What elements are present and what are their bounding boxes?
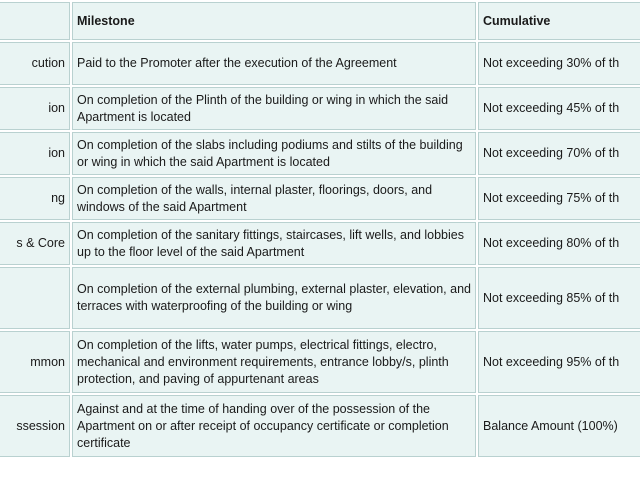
milestone-cell: Paid to the Promoter after the execution of the Agreement <box>72 42 476 85</box>
stage-cell: ng <box>0 177 70 220</box>
cumulative-cell: Not exceeding 75% of th <box>478 177 640 220</box>
stage-cell: mmon <box>0 331 70 393</box>
stage-cell: ssession <box>0 395 70 457</box>
cumulative-cell: Not exceeding 80% of th <box>478 222 640 265</box>
header-cumulative: Cumulative <box>478 2 640 40</box>
milestone-cell: On completion of the lifts, water pumps, electrical fittings, electro, mechanical and environment requirements, entrance lobby/s, plinth protection, and paving of appurtenant areas <box>72 331 476 393</box>
table-row <box>0 42 640 85</box>
cumulative-cell: Not exceeding 70% of th <box>478 132 640 175</box>
header-stage <box>0 2 70 40</box>
milestone-cell: On completion of the Plinth of the building or wing in which the said Apartment is located <box>72 87 476 130</box>
cumulative-cell: Not exceeding 45% of th <box>478 87 640 130</box>
header-milestone: Milestone <box>72 2 476 40</box>
stage-cell: ion <box>0 132 70 175</box>
cumulative-cell: Not exceeding 30% of th <box>478 42 640 85</box>
milestone-cell: Against and at the time of handing over of the possession of the Apartment on or after receipt of occupancy certificate or completion certificate <box>72 395 476 457</box>
table-row <box>0 222 640 265</box>
table-row <box>0 395 640 457</box>
milestone-cell: On completion of the sanitary fittings, staircases, lift wells, and lobbies up to the floor level of the said Apartment <box>72 222 476 265</box>
table-row <box>0 331 640 393</box>
milestone-cell: On completion of the external plumbing, external plaster, elevation, and terraces with waterproofing of the building or wing <box>72 267 476 329</box>
stage-cell: cution <box>0 42 70 85</box>
stage-cell <box>0 267 70 329</box>
table-row <box>0 132 640 175</box>
milestone-cell: On completion of the walls, internal plaster, floorings, doors, and windows of the said Apartment <box>72 177 476 220</box>
table-row <box>0 87 640 130</box>
cumulative-cell: Not exceeding 85% of th <box>478 267 640 329</box>
stage-cell: s & Core <box>0 222 70 265</box>
table-row <box>0 177 640 220</box>
table-row <box>0 267 640 329</box>
cumulative-cell: Balance Amount (100%) <box>478 395 640 457</box>
milestone-cell: On completion of the slabs including podiums and stilts of the building or wing in which the said Apartment is located <box>72 132 476 175</box>
cumulative-cell: Not exceeding 95% of th <box>478 331 640 393</box>
header-row <box>0 2 640 40</box>
stage-cell: ion <box>0 87 70 130</box>
